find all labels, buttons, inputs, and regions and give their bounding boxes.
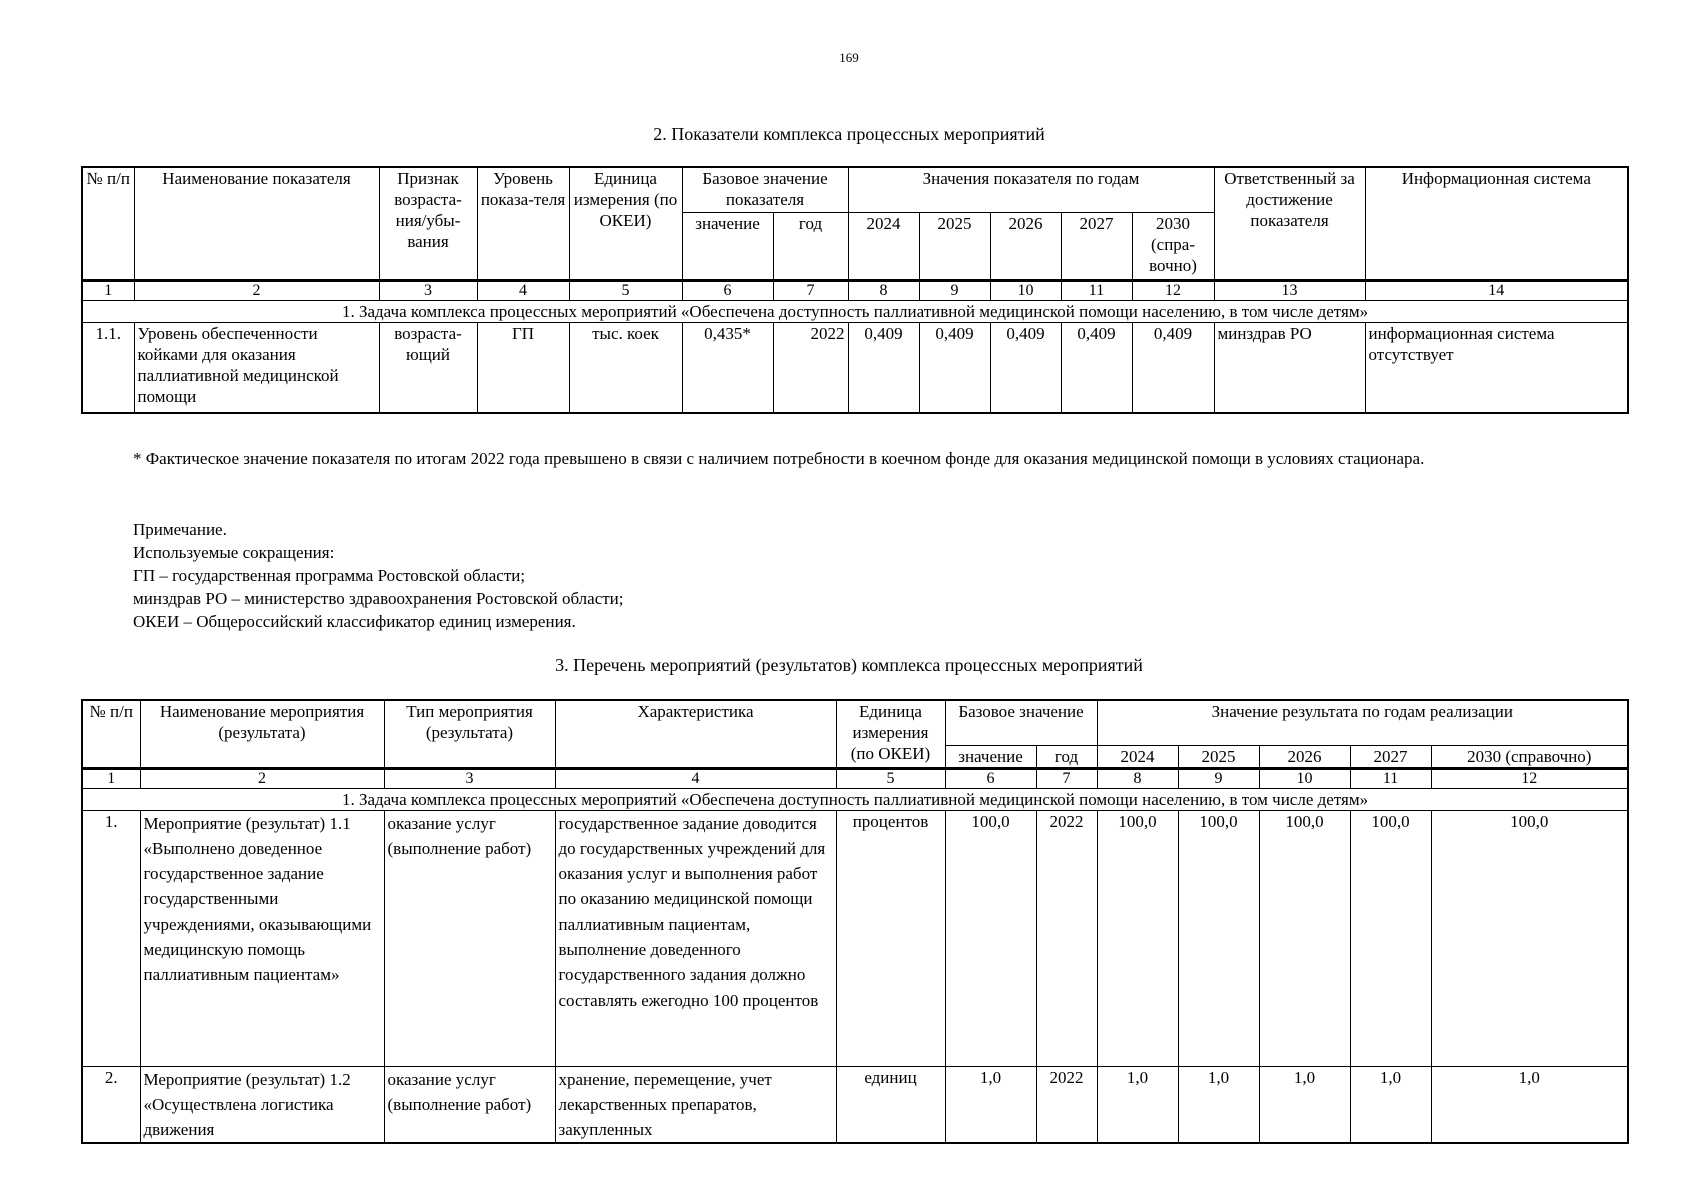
row-base-value: 0,435* bbox=[682, 322, 773, 413]
row-value-2026: 0,409 bbox=[990, 322, 1061, 413]
th-year-2026: 2026 bbox=[990, 212, 1061, 280]
abbreviation-item: минздрав РО – министерство здравоохранения Ростовской области; bbox=[133, 589, 624, 608]
notes-block bbox=[81, 518, 1627, 633]
footnote: * Фактическое значение показателя по итогам 2022 года превышено в связи с наличием потребности в коечном фонде для оказания медицинской помощи в условиях стационара. bbox=[133, 449, 1425, 468]
col-number: 10 bbox=[990, 280, 1061, 300]
th-year-2024: 2024 bbox=[1097, 745, 1178, 768]
col-number: 7 bbox=[1036, 768, 1097, 788]
activities-table bbox=[81, 699, 1629, 1144]
col-number: 2 bbox=[134, 280, 379, 300]
row-characteristic: государственное задание доводится до государственных учреждений для оказания услуг и выполнения работ по оказанию медицинской помощи паллиативным пациентам, выполнение доведенного государственного задания должно составлять ежегодно 100 процентов bbox=[555, 810, 836, 1066]
th-year-2030: 2030 (справочно) bbox=[1431, 745, 1628, 768]
th-responsible: Ответственный за достижение показателя bbox=[1214, 167, 1365, 280]
task-row: 1. Задача комплекса процессных мероприятий «Обеспечена доступность паллиативной медицинской помощи населению, в том числе детям» bbox=[82, 300, 1628, 322]
col-number: 3 bbox=[379, 280, 477, 300]
section-2-title: 2. Показатели комплекса процессных мероприятий bbox=[653, 124, 1045, 144]
row-unit: процентов bbox=[836, 810, 945, 1066]
col-number: 4 bbox=[477, 280, 569, 300]
col-number: 8 bbox=[1097, 768, 1178, 788]
row-value-2027: 100,0 bbox=[1350, 810, 1431, 1066]
row-characteristic: хранение, перемещение, учет лекарственных препаратов, закупленных bbox=[555, 1066, 836, 1143]
row-num: 1. bbox=[82, 810, 140, 1066]
row-value-2026: 100,0 bbox=[1259, 810, 1350, 1066]
row-base-value: 1,0 bbox=[945, 1066, 1036, 1143]
col-number: 2 bbox=[140, 768, 384, 788]
table-row bbox=[82, 810, 1628, 1066]
col-number: 7 bbox=[773, 280, 848, 300]
row-value-2024: 100,0 bbox=[1097, 810, 1178, 1066]
th-characteristic: Характеристика bbox=[555, 700, 836, 768]
th-base: Базовое значение bbox=[945, 700, 1097, 745]
row-type: оказание услуг (выполнение работ) bbox=[384, 810, 555, 1066]
row-value-2030: 0,409 bbox=[1132, 322, 1214, 413]
page-number: 169 bbox=[839, 50, 859, 65]
th-year-2025: 2025 bbox=[919, 212, 990, 280]
row-unit: единиц bbox=[836, 1066, 945, 1143]
col-number: 6 bbox=[682, 280, 773, 300]
th-values: Значения показателя по годам bbox=[848, 167, 1214, 212]
th-infosys: Информационная система bbox=[1365, 167, 1628, 280]
col-number: 10 bbox=[1259, 768, 1350, 788]
row-value-2025: 100,0 bbox=[1178, 810, 1259, 1066]
col-number: 3 bbox=[384, 768, 555, 788]
row-value-2026: 1,0 bbox=[1259, 1066, 1350, 1143]
col-number: 6 bbox=[945, 768, 1036, 788]
row-value-2025: 0,409 bbox=[919, 322, 990, 413]
section-3-title: 3. Перечень мероприятий (результатов) комплекса процессных мероприятий bbox=[555, 655, 1143, 675]
row-infosys: информационная система отсутствует bbox=[1365, 322, 1628, 413]
row-name: Мероприятие (результат) 1.1 «Выполнено доведенное государственное задание государственными учреждениями, оказывающими медицинскую помощь паллиативным пациентам» bbox=[140, 810, 384, 1066]
col-number: 9 bbox=[919, 280, 990, 300]
row-unit: тыс. коек bbox=[569, 322, 682, 413]
row-type: оказание услуг (выполнение работ) bbox=[384, 1066, 555, 1143]
row-value-2024: 0,409 bbox=[848, 322, 919, 413]
row-value-2025: 1,0 bbox=[1178, 1066, 1259, 1143]
th-name: Наименование мероприятия (результата) bbox=[140, 700, 384, 768]
row-num: 1.1. bbox=[82, 322, 134, 413]
th-name: Наименование показателя bbox=[134, 167, 379, 280]
row-name: Уровень обеспеченности койками для оказания паллиативной медицинской помощи bbox=[134, 322, 379, 413]
row-value-2024: 1,0 bbox=[1097, 1066, 1178, 1143]
th-trend: Признак возраста-ния/убы-вания bbox=[379, 167, 477, 280]
th-base-value: значение bbox=[945, 745, 1036, 768]
th-year-2027: 2027 bbox=[1350, 745, 1431, 768]
row-name: Мероприятие (результат) 1.2 «Осуществлена логистика движения bbox=[140, 1066, 384, 1143]
abbreviations-heading: Используемые сокращения: bbox=[133, 543, 335, 562]
th-year-2026: 2026 bbox=[1259, 745, 1350, 768]
row-base-value: 100,0 bbox=[945, 810, 1036, 1066]
col-number: 1 bbox=[82, 768, 140, 788]
column-numbers-row bbox=[82, 280, 1628, 300]
col-number: 13 bbox=[1214, 280, 1365, 300]
col-number: 5 bbox=[836, 768, 945, 788]
row-value-2030: 1,0 bbox=[1431, 1066, 1628, 1143]
th-year-2030: 2030 (спра-вочно) bbox=[1132, 212, 1214, 280]
column-numbers-row bbox=[82, 768, 1628, 788]
col-number: 12 bbox=[1431, 768, 1628, 788]
row-num: 2. bbox=[82, 1066, 140, 1143]
th-num: № п/п bbox=[82, 167, 134, 280]
col-number: 11 bbox=[1061, 280, 1132, 300]
th-values: Значение результата по годам реализации bbox=[1097, 700, 1628, 745]
th-year-2027: 2027 bbox=[1061, 212, 1132, 280]
col-number: 4 bbox=[555, 768, 836, 788]
col-number: 9 bbox=[1178, 768, 1259, 788]
col-number: 8 bbox=[848, 280, 919, 300]
th-level: Уровень показа-теля bbox=[477, 167, 569, 280]
table-row bbox=[82, 322, 1628, 413]
th-base: Базовое значение показателя bbox=[682, 167, 848, 212]
col-number: 1 bbox=[82, 280, 134, 300]
th-num: № п/п bbox=[82, 700, 140, 768]
col-number: 14 bbox=[1365, 280, 1628, 300]
row-base-year: 2022 bbox=[773, 322, 848, 413]
row-base-year: 2022 bbox=[1036, 810, 1097, 1066]
abbreviation-item: ГП – государственная программа Ростовской области; bbox=[133, 566, 526, 585]
row-value-2027: 0,409 bbox=[1061, 322, 1132, 413]
row-trend: возраста-ющий bbox=[379, 322, 477, 413]
abbreviation-item: ОКЕИ – Общероссийский классификатор единиц измерения. bbox=[133, 612, 576, 631]
th-base-value: значение bbox=[682, 212, 773, 280]
th-base-year: год bbox=[773, 212, 848, 280]
th-year-2024: 2024 bbox=[848, 212, 919, 280]
col-number: 12 bbox=[1132, 280, 1214, 300]
th-unit: Единица измерения (по ОКЕИ) bbox=[836, 700, 945, 768]
th-type: Тип мероприятия (результата) bbox=[384, 700, 555, 768]
th-unit: Единица измерения (по ОКЕИ) bbox=[569, 167, 682, 280]
row-value-2030: 100,0 bbox=[1431, 810, 1628, 1066]
col-number: 5 bbox=[569, 280, 682, 300]
row-value-2027: 1,0 bbox=[1350, 1066, 1431, 1143]
indicators-table bbox=[81, 166, 1629, 414]
row-base-year: 2022 bbox=[1036, 1066, 1097, 1143]
th-base-year: год bbox=[1036, 745, 1097, 768]
row-responsible: минздрав РО bbox=[1214, 322, 1365, 413]
th-year-2025: 2025 bbox=[1178, 745, 1259, 768]
table-row bbox=[82, 1066, 1628, 1143]
col-number: 11 bbox=[1350, 768, 1431, 788]
task-row: 1. Задача комплекса процессных мероприятий «Обеспечена доступность паллиативной медицинской помощи населению, в том числе детям» bbox=[82, 788, 1628, 810]
note-heading: Примечание. bbox=[133, 520, 227, 539]
row-level: ГП bbox=[477, 322, 569, 413]
